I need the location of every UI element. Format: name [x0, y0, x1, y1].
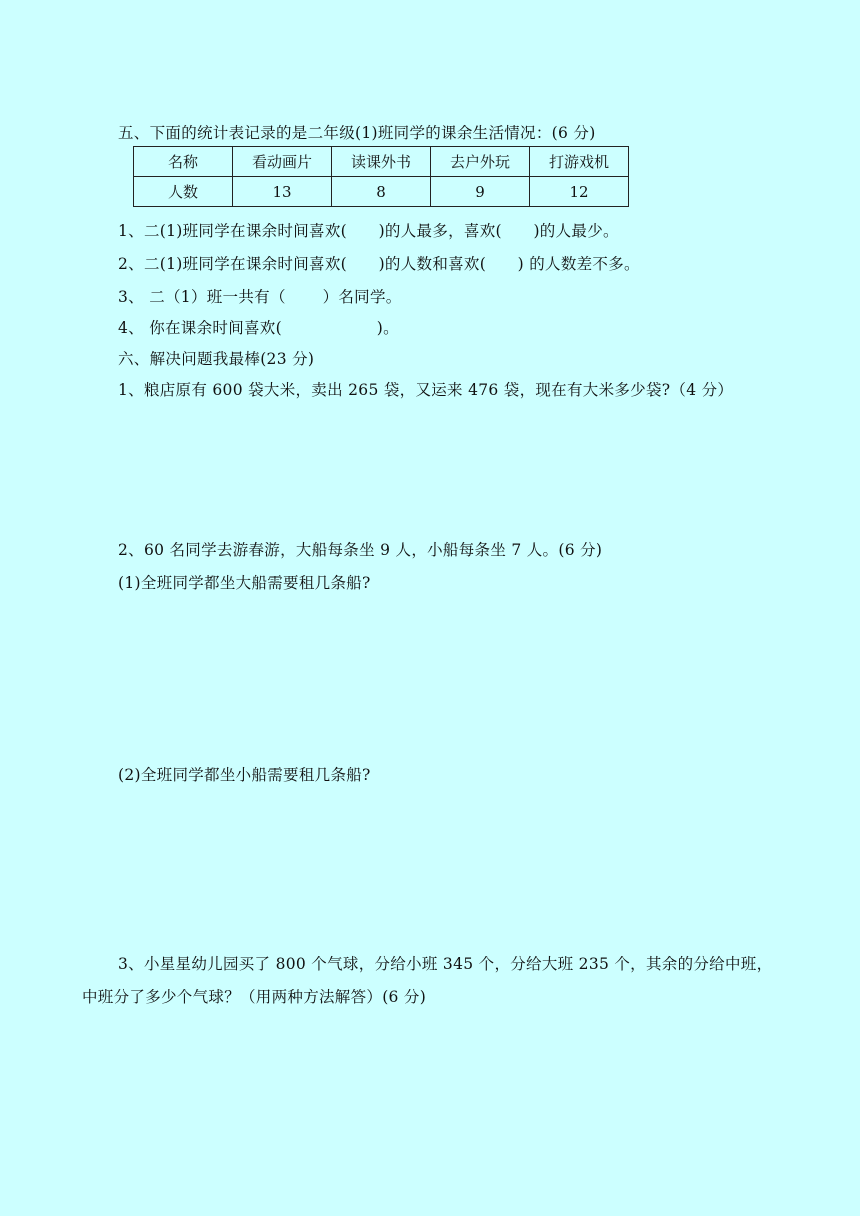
question-3: 3、 二（1）班一共有（ ）名同学。: [118, 288, 402, 306]
table-cell: 打游戏机: [530, 147, 629, 177]
problem-2-part-1: (1)全班同学都坐大船需要租几条船?: [118, 574, 371, 592]
table-cell: 9: [431, 177, 530, 207]
question-4: 4、 你在课余时间喜欢( )。: [118, 319, 399, 337]
table-cell: 读课外书: [332, 147, 431, 177]
section5-heading: 五、下面的统计表记录的是二年级(1)班同学的课余生活情况：(6 分): [118, 124, 596, 142]
problem-3-line-1: 3、小星星幼儿园买了 800 个气球，分给小班 345 个，分给大班 235 个，其余的分给中班，: [118, 955, 773, 973]
table-cell: 8: [332, 177, 431, 207]
section6-heading: 六、解决问题我最棒(23 分): [118, 350, 315, 368]
table-cell: 名称: [134, 147, 233, 177]
table-cell: 看动画片: [233, 147, 332, 177]
question-2: 2、二(1)班同学在课余时间喜欢( )的人数和喜欢( ) 的人数差不多。: [118, 255, 640, 273]
question-1: 1、二(1)班同学在课余时间喜欢( )的人最多，喜欢( )的人最少。: [118, 222, 619, 240]
table-cell: 12: [530, 177, 629, 207]
table-cell: 人数: [134, 177, 233, 207]
table-cell: 13: [233, 177, 332, 207]
problem-3-line-2: 中班分了多少个气球？（用两种方法解答）(6 分): [82, 988, 427, 1006]
problem-1: 1、粮店原有 600 袋大米，卖出 265 袋，又运来 476 袋，现在有大米多少袋?（4 分）: [118, 381, 734, 399]
table-row: [134, 177, 629, 207]
stats-table: [133, 146, 629, 207]
problem-2-part-2: (2)全班同学都坐小船需要租几条船?: [118, 766, 371, 784]
table-row: [134, 147, 629, 177]
problem-2: 2、60 名同学去游春游，大船每条坐 9 人，小船每条坐 7 人。(6 分): [118, 541, 603, 559]
table-cell: 去户外玩: [431, 147, 530, 177]
